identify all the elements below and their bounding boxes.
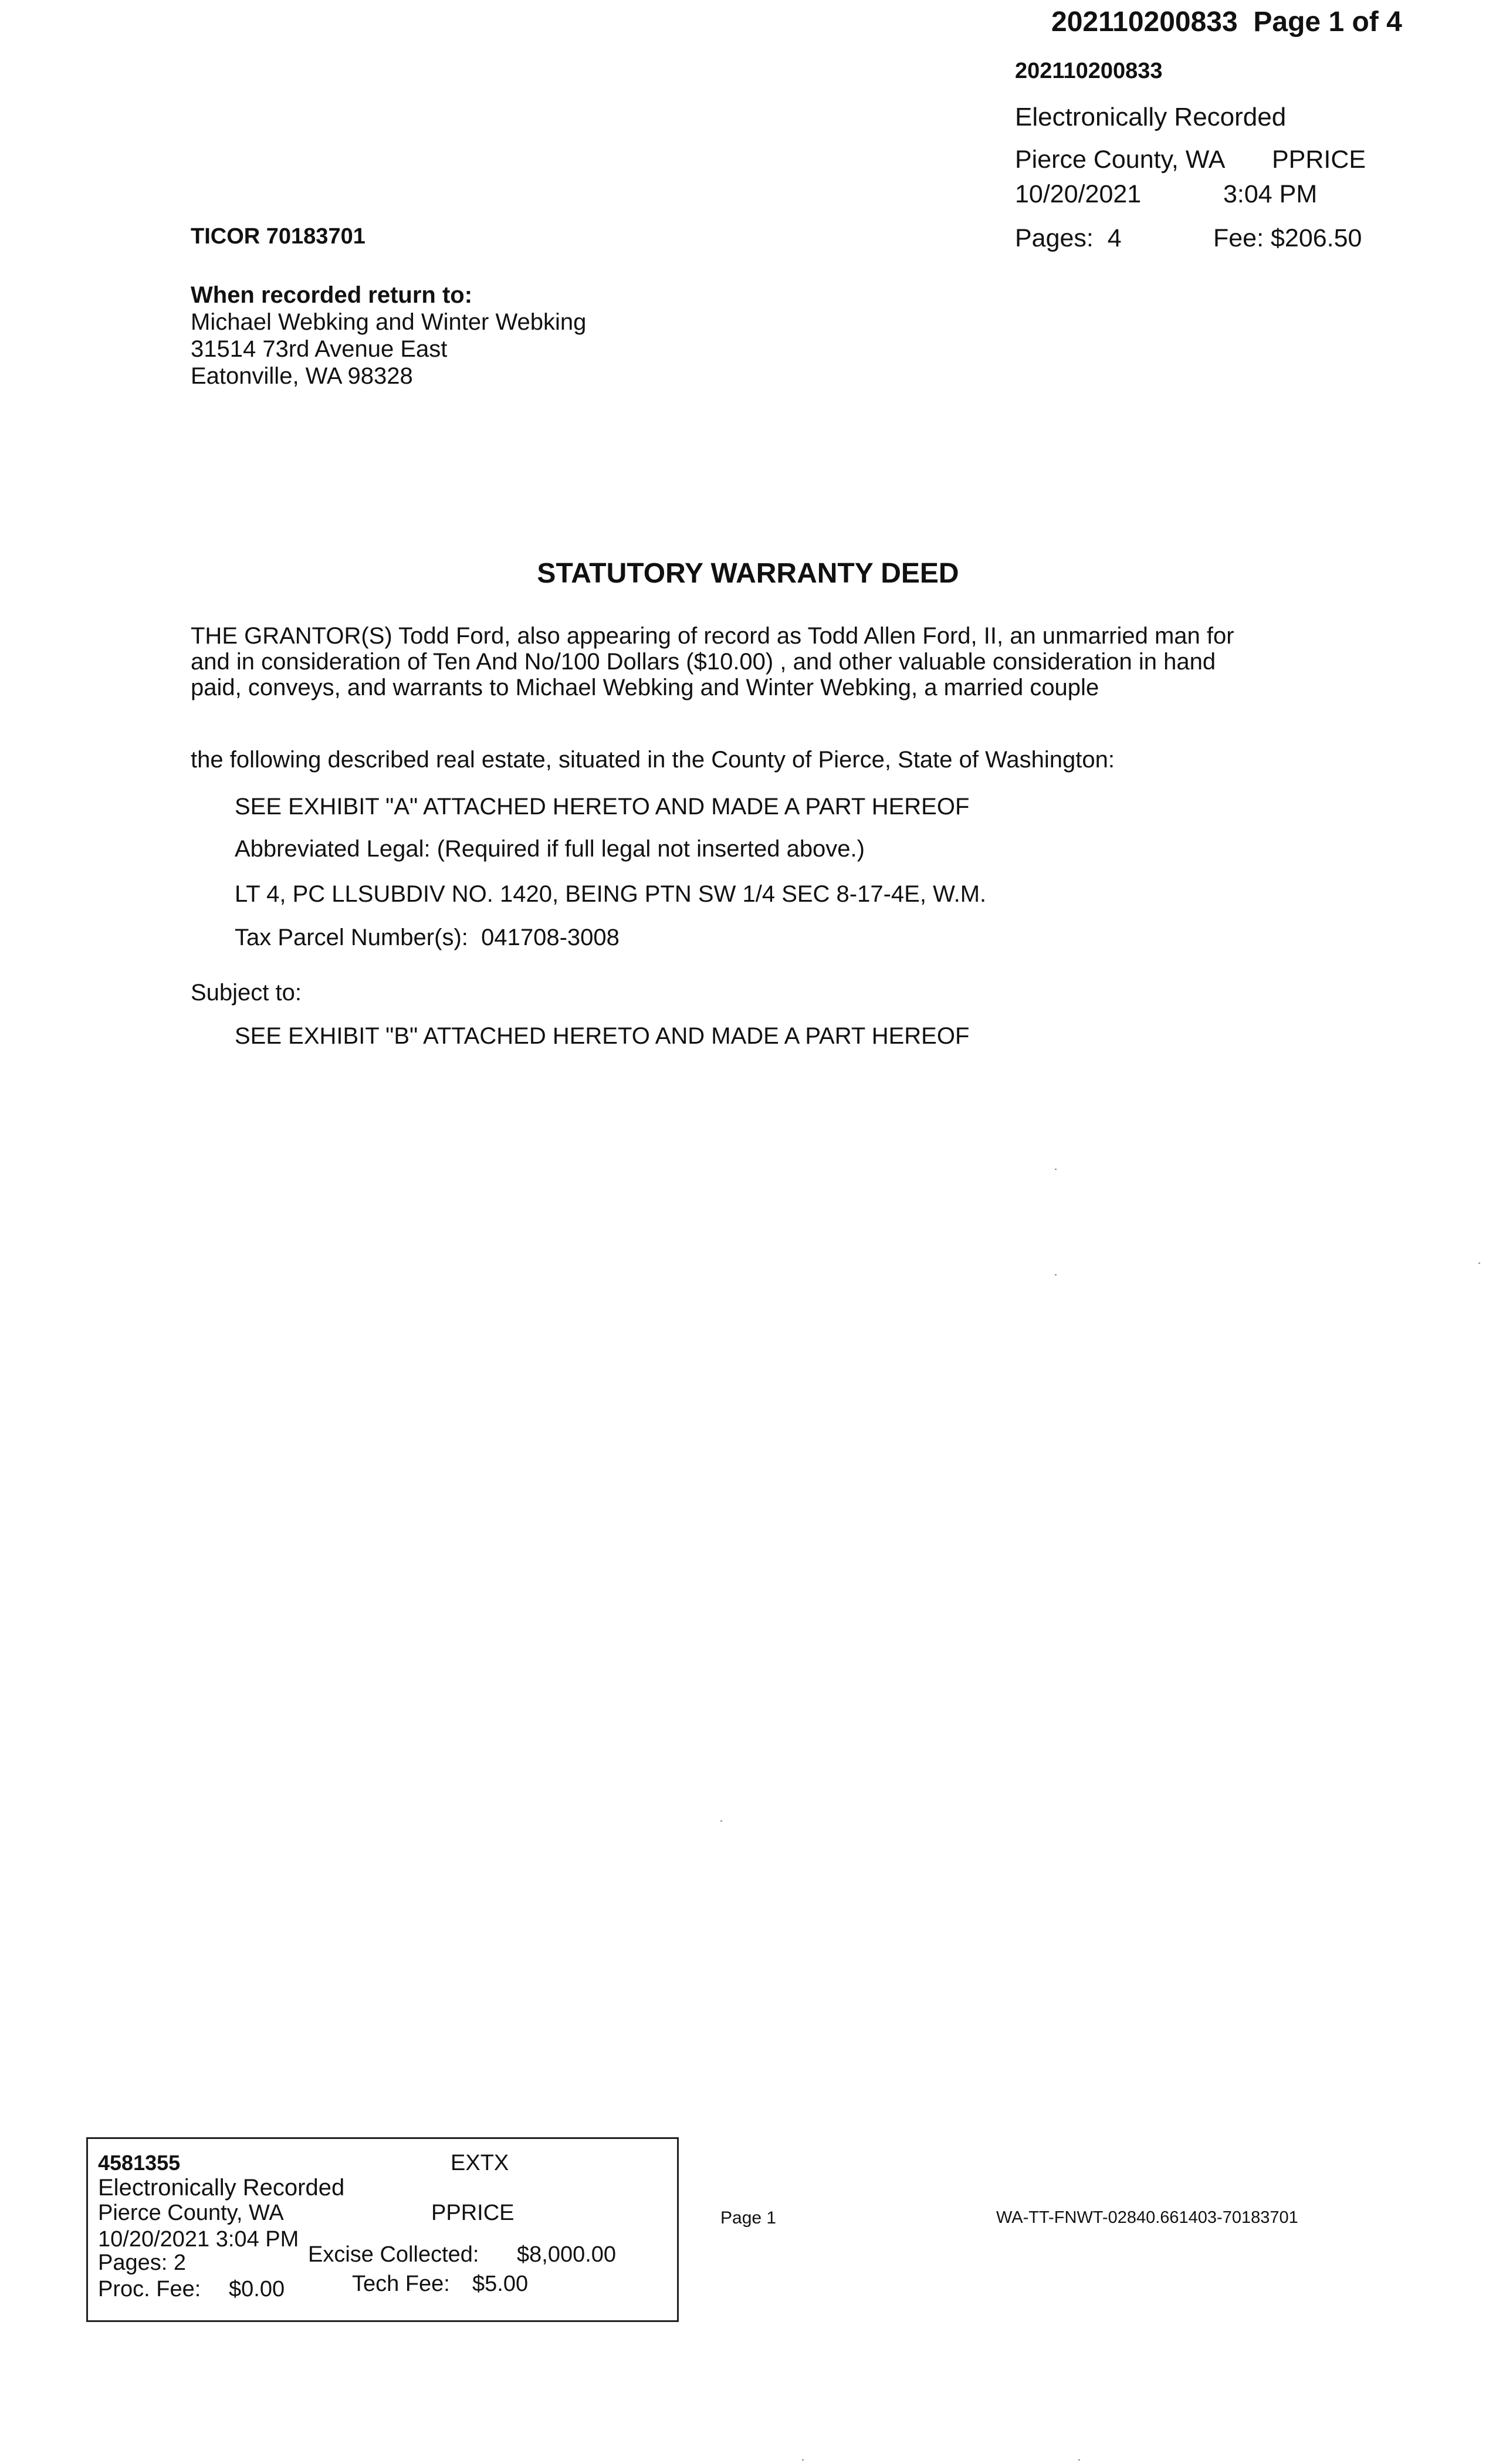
recording-county: Pierce County, WA: [1015, 145, 1226, 174]
tech-fee-label: Tech Fee:: [352, 2272, 450, 2296]
recording-fee-value: $206.50: [1271, 224, 1362, 252]
scan-speck: [1078, 2459, 1080, 2460]
scan-speck: [1478, 1263, 1480, 1264]
grantor-line-3: paid, conveys, and warrants to Michael Webking and Winter Webking, a married couple: [191, 675, 1099, 700]
tech-fee-value: $5.00: [472, 2272, 529, 2296]
real-estate-intro: the following described real estate, situated in the County of Pierce, State of Washington:: [191, 747, 1115, 773]
excise-number: 4581355: [98, 2151, 181, 2175]
tax-parcel-value: 041708-3008: [481, 925, 620, 950]
grantor-line-2: and in consideration of Ten And No/100 Dollars ($10.00) , and other valuable consideration in hand: [191, 649, 1216, 675]
recording-pages-label: Pages:: [1015, 224, 1094, 252]
exhibit-b-reference: SEE EXHIBIT "B" ATTACHED HERETO AND MADE A PART HEREOF: [235, 1023, 970, 1049]
recording-date: 10/20/2021: [1015, 180, 1142, 208]
recording-fee: [1213, 224, 1362, 253]
tax-parcel-label: Tax Parcel Number(s):: [235, 925, 468, 950]
scan-speck: [1055, 1169, 1057, 1170]
return-to-street: 31514 73rd Avenue East: [191, 336, 448, 362]
excise-status: Electronically Recorded: [98, 2175, 345, 2201]
excise-code: EXTX: [451, 2151, 509, 2175]
return-to-heading: When recorded return to:: [191, 282, 473, 308]
excise-stamp-box: [86, 2137, 679, 2322]
recording-fee-label: Fee:: [1213, 224, 1264, 252]
legal-description: LT 4, PC LLSUBDIV NO. 1420, BEING PTN SW 1/4 SEC 8-17-4E, W.M.: [235, 881, 987, 907]
recording-time: 3:04 PM: [1223, 180, 1318, 208]
excise-date-time: 10/20/2021 3:04 PM: [98, 2227, 299, 2252]
return-to-name: Michael Webking and Winter Webking: [191, 309, 587, 335]
document-title: STATUTORY WARRANTY DEED: [537, 558, 959, 589]
excise-collected-label: Excise Collected:: [308, 2242, 479, 2267]
excise-county: Pierce County, WA: [98, 2201, 284, 2225]
scan-speck: [1055, 1274, 1057, 1275]
exhibit-a-reference: SEE EXHIBIT "A" ATTACHED HERETO AND MADE A PART HEREOF: [235, 794, 970, 820]
excise-clerk: PPRICE: [431, 2201, 515, 2225]
page-header: [1051, 6, 1402, 38]
ticor-number: TICOR 70183701: [191, 224, 365, 249]
footer-form-code: WA-TT-FNWT-02840.661403-70183701: [996, 2208, 1298, 2227]
return-to-city: Eatonville, WA 98328: [191, 363, 413, 389]
recording-pages-value: 4: [1107, 224, 1122, 252]
recording-number: 202110200833: [1015, 59, 1163, 83]
grantor-line-1: THE GRANTOR(S) Todd Ford, also appearing of record as Todd Allen Ford, II, an unmarried man for: [191, 623, 1234, 649]
subject-to-label: Subject to:: [191, 980, 302, 1006]
footer-page-number: Page 1: [720, 2208, 777, 2228]
scan-speck: [720, 1820, 722, 1822]
header-document-number: 202110200833: [1051, 6, 1238, 38]
tax-parcel: [235, 925, 620, 951]
proc-fee-label: Proc. Fee:: [98, 2277, 201, 2301]
recording-clerk: PPRICE: [1272, 145, 1366, 174]
header-page-info: Page 1 of 4: [1253, 6, 1402, 38]
return-to-block: [191, 282, 586, 390]
scan-speck: [802, 2459, 804, 2460]
excise-collected-value: $8,000.00: [517, 2242, 617, 2267]
abbreviated-legal: Abbreviated Legal: (Required if full legal not inserted above.): [235, 836, 865, 862]
grantor-paragraph: [191, 623, 1234, 700]
proc-fee-value: $0.00: [229, 2277, 285, 2301]
excise-pages: Pages: 2: [98, 2250, 186, 2275]
recording-status: Electronically Recorded: [1015, 103, 1287, 131]
recording-pages: [1015, 224, 1122, 253]
